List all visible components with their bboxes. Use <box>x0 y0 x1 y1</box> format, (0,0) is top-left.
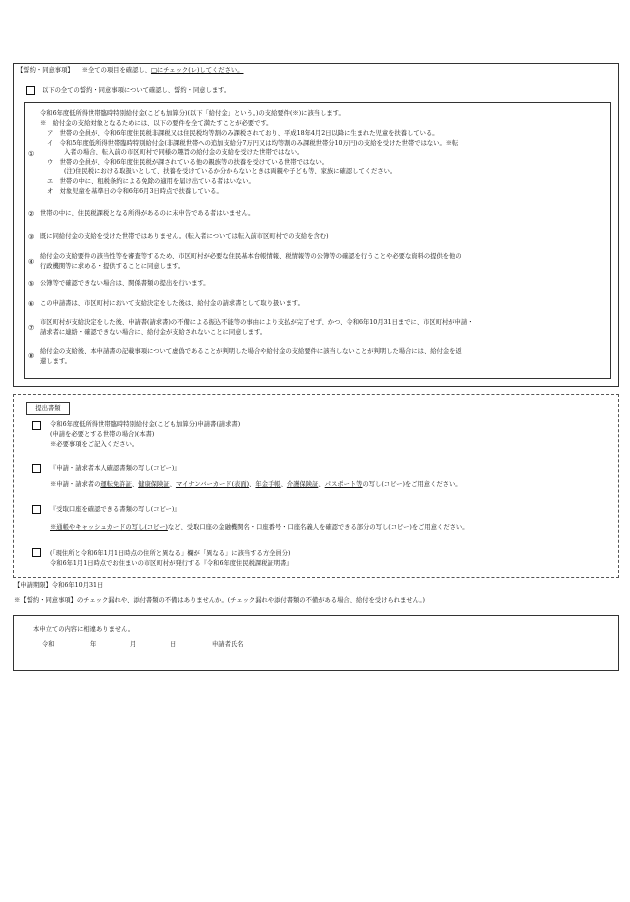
item-number-1: ① <box>28 150 35 158</box>
item-number-2: ② <box>28 210 35 218</box>
doc1-note: ※必要事項をご記入ください。 <box>50 441 139 448</box>
requirement-u: ウ 世帯の全員が、令和6年度住民税が課されている他の親族等の扶養を受けている世帯ではない。 <box>47 159 329 166</box>
applicant-name-label: 申請者氏名 <box>212 641 244 648</box>
id-doc: マイナンバーカード(表面) <box>175 481 250 488</box>
date-year-label: 年 <box>90 641 97 648</box>
item4-text: 給付金の支給要件の該当性等を審査等するため、市区町村が必要な住民基本台帳情報、税情報等の公簿等の確認を行うことや必要な資料の提供を他の <box>40 253 462 260</box>
doc4-condition: (「現住所と令和6年1月1日時点の住所と異なる」欄が「異なる」に該当する方全員分) <box>50 550 291 557</box>
documents-title: 提出書類 <box>26 402 70 415</box>
doc1-subtitle: (申請を必要とする世帯の場合)(本書) <box>50 431 155 438</box>
date-month-label: 月 <box>130 641 137 648</box>
requirement-u-note: (注)住民税における取扱いとして、扶養を受けているか分からないときは両親や子ども等、家族に確認してください。 <box>64 168 397 175</box>
doc4-checkbox[interactable] <box>32 548 41 557</box>
doc2-checkbox[interactable] <box>32 464 41 473</box>
requirement-a: ア 世帯の全員が、令和6年度住民税非課税又は住民税均等割のみ課税されており、平成18年4月2日以降に生まれた児童を扶養している。 <box>47 130 439 137</box>
item2-text: 世帯の中に、住民税課税となる所得があるのに未申告である者はいません。 <box>40 210 255 217</box>
item1-intro: 令和6年度低所得世帯臨時特別給付金(こども加算分)(以下「給付金」という。)の支給要件(※)に該当します。 <box>40 110 345 117</box>
item-number-6: ⑥ <box>28 300 35 308</box>
id-doc: 介護保険証 <box>286 481 319 488</box>
consent-header: 【誓約・同意事項】 ※全ての項目を確認し、□にチェック(レ)してください。 <box>17 67 244 74</box>
item-number-7: ⑦ <box>28 324 35 332</box>
item-number-4: ④ <box>28 258 35 266</box>
item7-text: 市区町村が支給決定をした後、申請書(請求書)の不備による振込不能等の事由により支払が完了せず、かつ、令和6年10月31日までに、市区町村が申請・ <box>40 319 474 326</box>
id-doc: 健康保険証 <box>138 481 170 488</box>
item8-text-cont: 還します。 <box>40 358 71 365</box>
id-doc: 年金手帳 <box>255 481 281 488</box>
check-warning: ※【誓約・同意事項】のチェック漏れや、添付書類の不備はありませんか。(チェック漏れや添付書類の不備がある場合、給付を受けられません。) <box>14 597 425 604</box>
requirement-e: エ 世帯の中に、租税条約による免除の適用を届け出ている者はいない。 <box>47 178 255 185</box>
doc1-checkbox[interactable] <box>32 421 41 430</box>
doc3-checkbox[interactable] <box>32 505 41 514</box>
date-era: 令和 <box>42 641 55 648</box>
item3-text: 既に同給付金の支給を受けた世帯ではありません。(転入者については転入前市区町村での支給を含む) <box>40 233 329 240</box>
deadline-label: 【申請期限】令和6年10月31日 <box>14 582 104 589</box>
item4-text-cont: 行政機関等に求める・提供することに同意します。 <box>40 263 185 270</box>
doc2-title: 『申請・請求者本人確認書類の写し(コピー)』 <box>50 465 181 472</box>
doc3-note: ※通帳やキャッシュカードの写し(コピー)など、受取口座の金融機関名・口座番号・口座名義人を確認できる部分の写し(コピー)をご用意ください。 <box>50 524 469 531</box>
item6-text: この申請書は、市区町村において支給決定をした後は、給付金の請求書として取り扱います。 <box>40 300 304 307</box>
doc4-title: 令和6年1月1日時点でお住まいの市区町村が発行する『令和6年度住民税課税証明書』 <box>50 560 293 567</box>
doc1-title: 令和6年度低所得世帯臨時特別給付金(こども加算分)申請書(請求書) <box>50 421 241 428</box>
item5-text: 公簿等で確認できない場合は、関係書類の提出を行います。 <box>40 280 210 287</box>
item-number-3: ③ <box>28 233 35 241</box>
item-number-8: ⑧ <box>28 352 35 360</box>
requirement-i-cont: 入者の場合、転入前の市区町村で同様の趣旨の給付金の支給を受けた世帯ではない。 <box>64 149 304 156</box>
item7-text-cont: 請求者に連絡・確認できない場合に、給付金が支給されないことに同意します。 <box>40 329 267 336</box>
requirement-o: オ 対象児童を基準日の令和6年6月3日時点で扶養している。 <box>47 188 223 195</box>
date-day-label: 日 <box>170 641 177 648</box>
id-doc: パスポート等 <box>324 481 363 488</box>
id-doc: 運転免許証 <box>100 481 132 488</box>
declaration-statement: 本申立ての内容に相違ありません。 <box>33 626 135 633</box>
doc3-title: 『受取口座を確認できる書類の写し(コピー)』 <box>50 506 181 513</box>
signature-box <box>13 615 619 671</box>
all-agree-checkbox[interactable] <box>26 86 35 95</box>
all-agree-label: 以下の全ての誓約・同意事項について確認し、誓約・同意します。 <box>42 87 231 94</box>
item1-note: ※ 給付金の支給対象となるためには、以下の要件を全て満たすことが必要です。 <box>40 120 273 127</box>
doc2-note: ※申請・請求者の運転免許証、健康保険証、マイナンバーカード(表面)、年金手帳、介護保険証、パスポート等の写し(コピー)をご用意ください。 <box>50 481 462 488</box>
item-number-5: ⑤ <box>28 280 35 288</box>
requirement-i: イ 令和5年度低所得世帯臨時特別給付金(非課税世帯への追加支給分7万円又は均等割のみ課税世帯分10万円)の支給を受けた世帯ではない。※転 <box>47 140 459 147</box>
item8-text: 給付金の支給後、本申請書の記載事項について虚偽であることが判明した場合や給付金の支給要件に該当しないことが判明した場合には、給付金を返 <box>40 348 462 355</box>
